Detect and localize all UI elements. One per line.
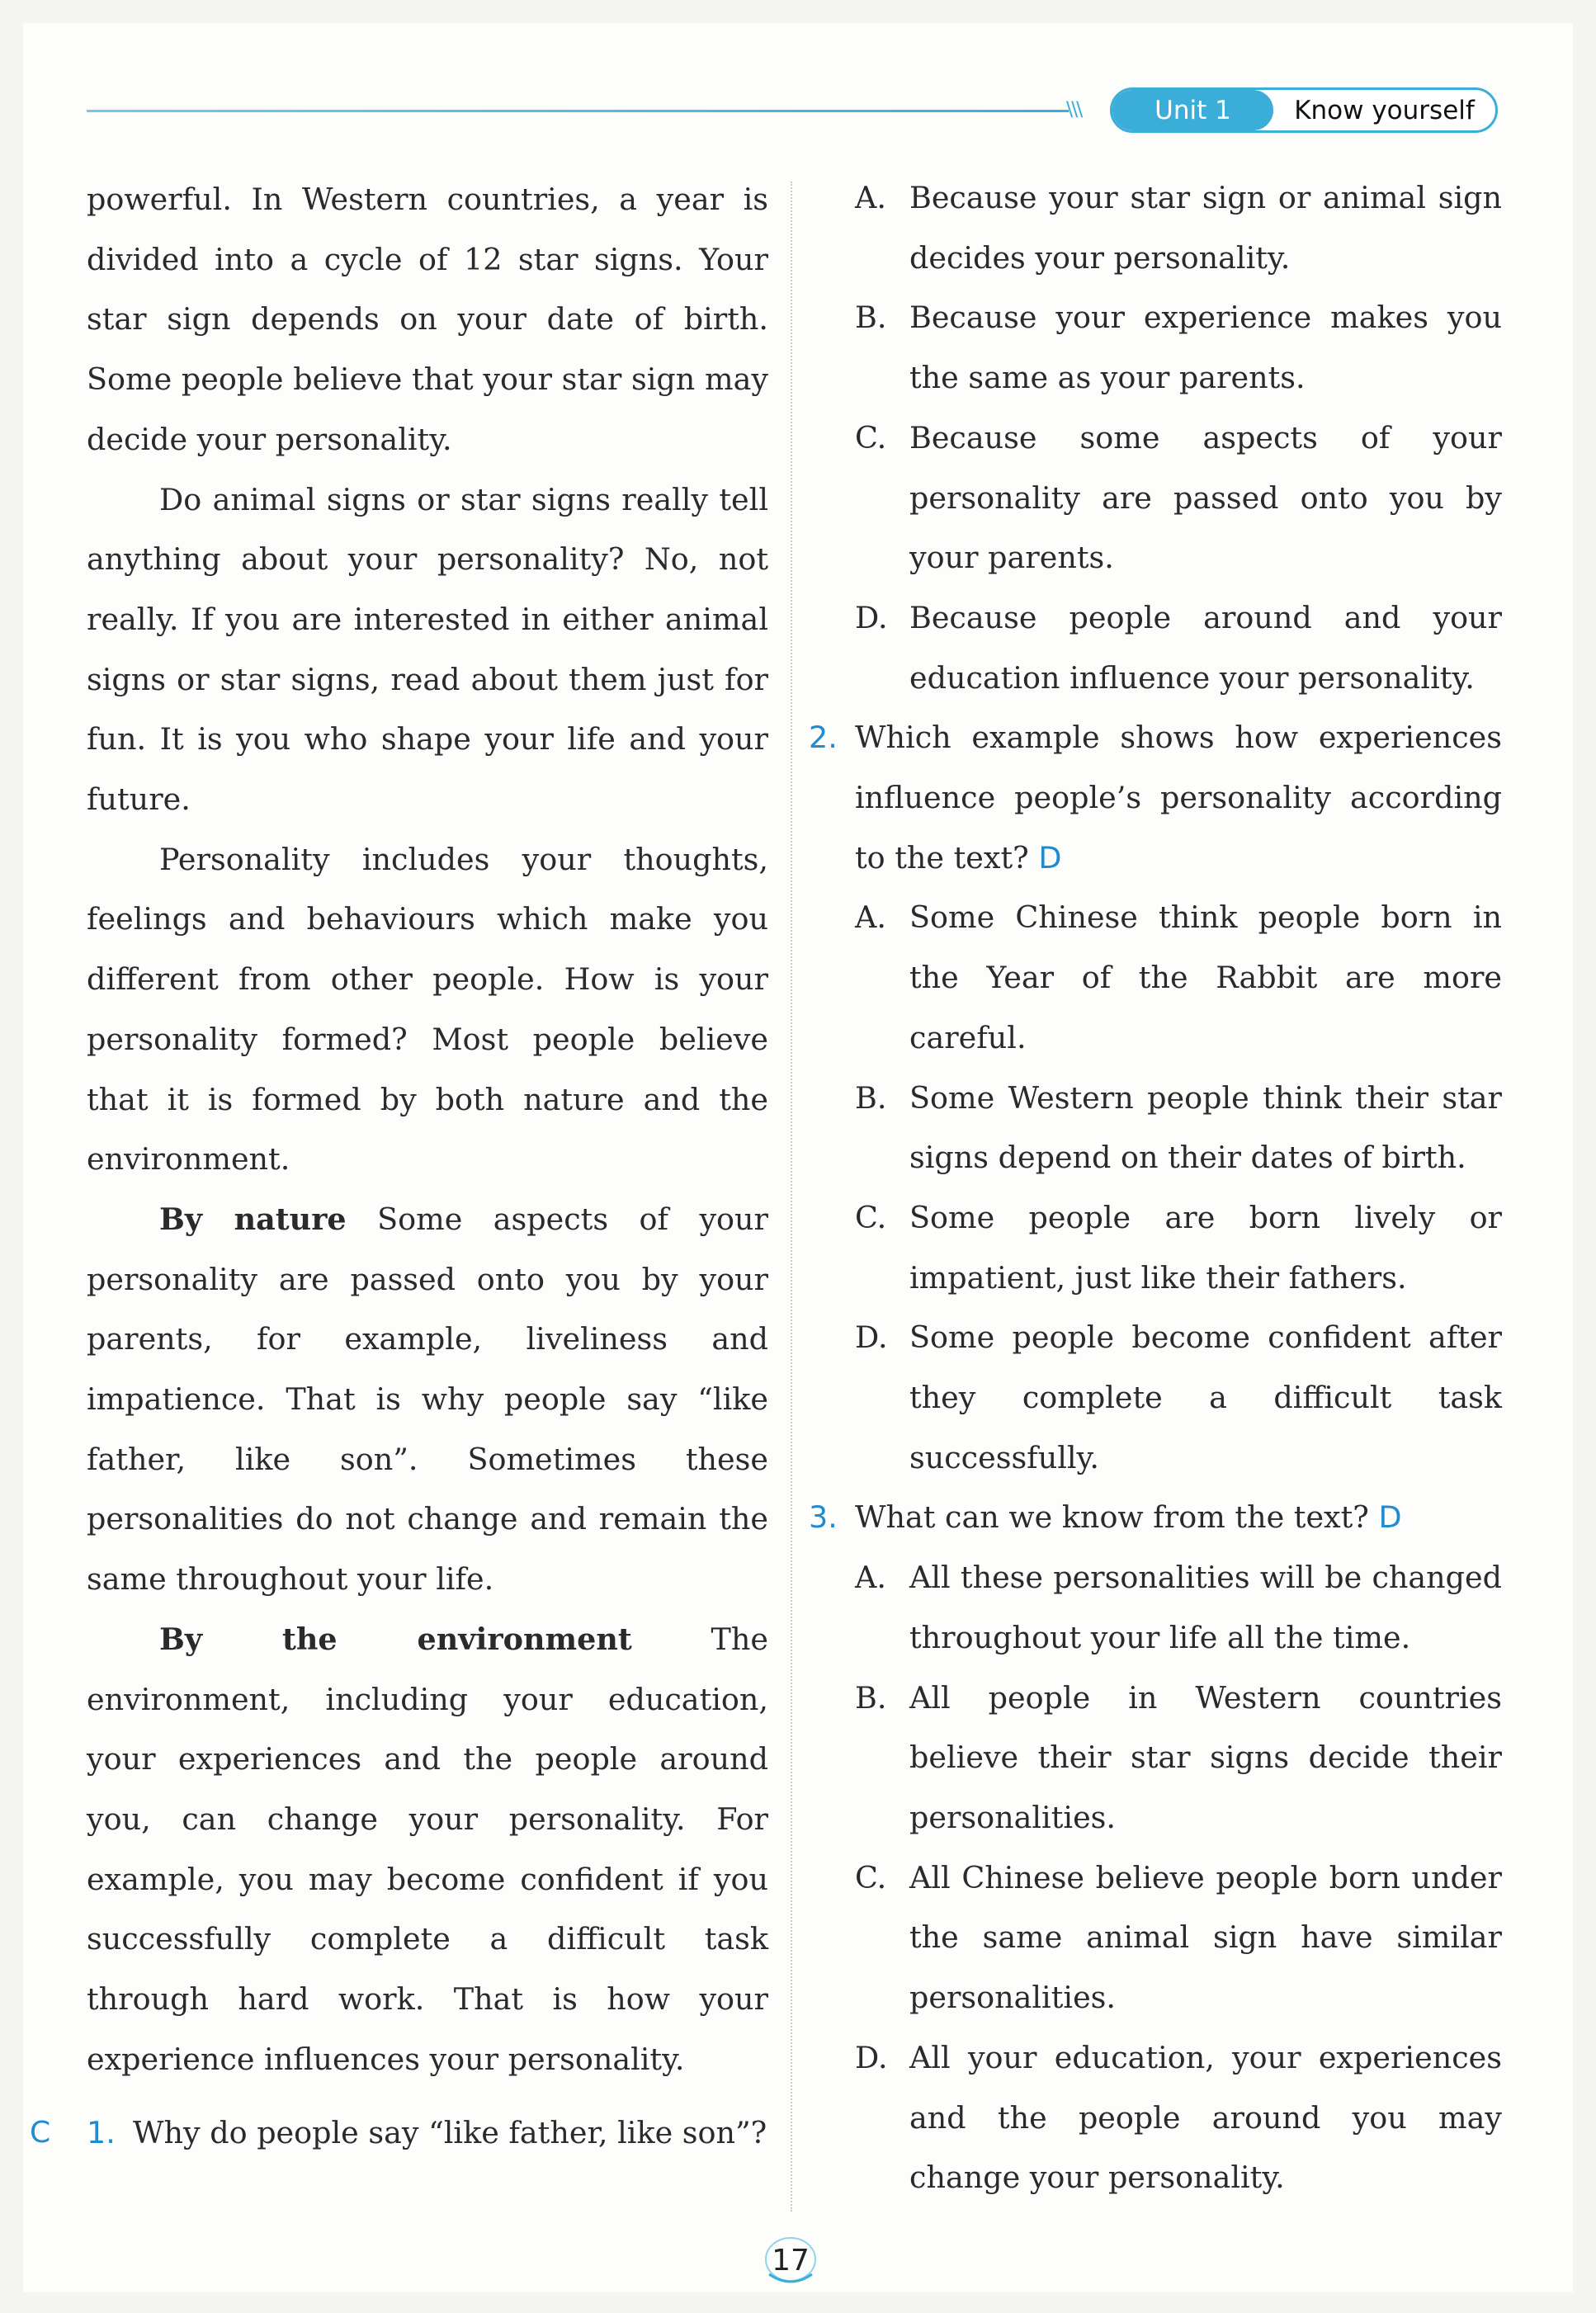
header-ticks: \\\ <box>1066 97 1082 120</box>
unit-label: Unit 1 <box>1112 90 1273 130</box>
passage-paragraph-3: Personality includes your thoughts, feelings and behaviours which make you different from other people. How is your personality formed? Most people believe that it is formed by both nature and the environment. <box>87 841 768 1178</box>
option-text: Because some aspects of your personality are passed onto you by your parents. <box>909 419 1502 576</box>
passage-paragraph-1: powerful. In Western countries, a year is divided into a cycle of 12 star signs. Your star sign depends on your date of birth. Some people believe that your star sign may decide your personality. <box>87 182 768 457</box>
option-letter: D. <box>855 1319 888 1356</box>
q2-option-c <box>809 1188 1502 1308</box>
q1-option-b <box>809 288 1502 408</box>
option-letter: A. <box>855 180 886 215</box>
option-text: All your education, your experiences and the people around you may change your personality. <box>909 2039 1502 2196</box>
option-letter: D. <box>855 599 888 635</box>
question-2 <box>809 708 1502 888</box>
option-text: Some people become confident after they complete a difficult task successfully. <box>909 1319 1502 1475</box>
q2-text: Which example shows how experiences influence people’s personality according to the text? <box>855 720 1502 876</box>
q3-stem <box>855 1488 1502 1548</box>
question-3 <box>809 1488 1502 1548</box>
q3-number: 3. <box>809 1499 838 1536</box>
section-heading-nature: By nature <box>159 1201 347 1237</box>
q3-text: What can we know from the text? <box>855 1499 1369 1536</box>
page-number-text: 17 <box>772 2244 810 2278</box>
unit-header <box>1110 87 1498 133</box>
paragraph-4-body: Some aspects of your personality are passed onto you by your parents, for example, liveliness and impatience. That is why people say “like father, like son”. Sometimes these personalities do not change and remain the same throughout your life. <box>87 1201 768 1598</box>
column-divider <box>791 182 792 2212</box>
questions-column <box>809 168 1502 2208</box>
q1-option-d <box>809 588 1502 708</box>
option-letter: C. <box>855 419 887 456</box>
unit-title: Know yourself <box>1294 95 1475 125</box>
passage-paragraph-2: Do animal signs or star signs really tell anything about your personality? No, not really. If you are interested in either animal signs or star signs, read about them just for fun. It is you who shape your life and your future. <box>87 481 768 818</box>
q1-number: 1. <box>87 2115 116 2150</box>
option-letter: B. <box>855 300 887 336</box>
option-text: All these personalities will be changed throughout your life all the time. <box>909 1560 1502 1655</box>
passage-paragraph-5 <box>87 1610 768 2090</box>
q1-answer: C <box>30 2116 51 2150</box>
header-rule <box>87 110 1069 112</box>
q2-number: 2. <box>809 720 838 756</box>
paragraph-5-body: The environment, including your education, your experiences and the people around you, can change your personality. For example, you may become confident if you successfully complete a difficult task through hard work. That is how your experience influences your personality. <box>87 1621 768 2077</box>
q3-option-a <box>809 1548 1502 1668</box>
question-1 <box>87 2103 768 2164</box>
q2-option-b <box>809 1069 1502 1188</box>
q2-stem <box>855 708 1502 888</box>
reading-passage <box>87 170 768 2090</box>
option-letter: A. <box>855 1560 886 1596</box>
q3-option-b <box>809 1669 1502 1848</box>
q2-option-d <box>809 1308 1502 1488</box>
option-text: Some people are born lively or impatient, just like their fathers. <box>909 1199 1502 1296</box>
option-letter: C. <box>855 1199 887 1235</box>
q1-option-a <box>809 168 1502 288</box>
option-letter: A. <box>855 899 886 936</box>
q3-option-d <box>809 2028 1502 2208</box>
q3-answer: D <box>1378 1499 1402 1536</box>
q3-option-c <box>809 1848 1502 2028</box>
q2-answer: D <box>1038 839 1062 876</box>
option-text: Some Chinese think people born in the Year of the Rabbit are more careful. <box>909 899 1502 1055</box>
option-letter: D. <box>855 2039 888 2075</box>
option-text: All people in Western countries believe their star signs decide their personalities. <box>909 1679 1502 1835</box>
option-letter: C. <box>855 1859 887 1895</box>
q1-text: Why do people say “like father, like son”? <box>133 2115 767 2150</box>
page-number <box>758 2235 824 2287</box>
option-text: Some Western people think their star signs depend on their dates of birth. <box>909 1079 1502 1176</box>
section-heading-environment: By the environment <box>159 1621 632 1657</box>
q1-option-c <box>809 408 1502 588</box>
q2-option-a <box>809 888 1502 1068</box>
option-text: All Chinese believe people born under the same animal sign have similar personalities. <box>909 1859 1502 2016</box>
option-letter: B. <box>855 1079 887 1116</box>
option-text: Because your star sign or animal sign decides your personality. <box>909 180 1502 276</box>
option-text: Because your experience makes you the same as your parents. <box>909 300 1502 396</box>
passage-paragraph-4 <box>87 1190 768 1610</box>
option-letter: B. <box>855 1679 887 1716</box>
option-text: Because people around and your education influence your personality. <box>909 599 1502 696</box>
